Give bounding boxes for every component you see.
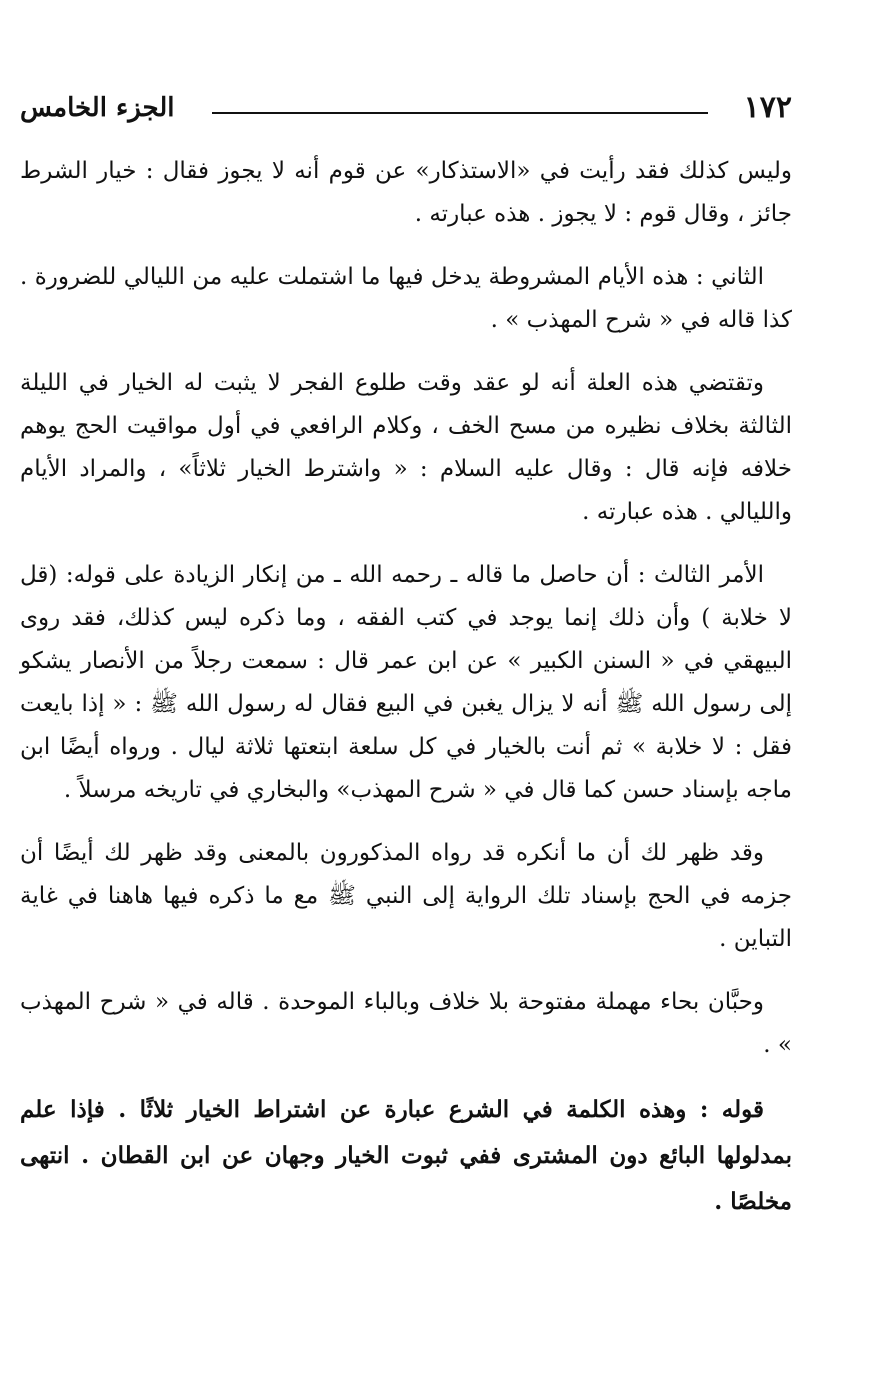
page-number: ١٧٢ [743, 90, 792, 125]
body-text [20, 150, 792, 1245]
paragraph-2: الثاني : هذه الأيام المشروطة يدخل فيها ما اشتملت عليه من الليالي للضرورة . كذا قاله في « شرح المهذب » . [20, 264, 792, 333]
paragraph-5: وقد ظهر لك أن ما أنكره قد رواه المذكورون بالمعنى وقد ظهر لك أيضًا أن جزمه في الحج بإسناد تلك الرواية إلى النبي ﷺ مع ما ذكره فيها هاهنا في غاية التباين . [20, 840, 792, 952]
paragraph-3: وتقتضي هذه العلة أنه لو عقد وقت طلوع الفجر لا يثبت له الخيار في الليلة الثالثة بخلاف نظيره من مسح الخف ، وكلام الرافعي في أول مواقيت الحج يوهم خلافه فإنه قال : وقال عليه السلام : « واشترط الخيار ثلاثاً» ، والمراد الأيام والليالي . هذه عبارته . [20, 370, 792, 525]
paragraph-7-quote: قوله : وهذه الكلمة في الشرع عبارة عن اشتراط الخيار ثلاثًا . فإذا علم بمدلولها البائع دون المشترى ففي ثبوت الخيار وجهان عن ابن القطان . انتهى مخلصًا . [20, 1096, 792, 1215]
header-rule [212, 112, 708, 114]
volume-title: الجزء الخامس [20, 93, 175, 123]
paragraph-1: وليس كذلك فقد رأيت في «الاستذكار» عن قوم أنه لا يجوز فقال : خيار الشرط جائز ، وقال قوم : لا يجوز . هذه عبارته . [20, 158, 792, 227]
running-header [20, 88, 792, 128]
paragraph-6: وحبَّان بحاء مهملة مفتوحة بلا خلاف وبالباء الموحدة . قاله في « شرح المهذب » . [20, 989, 792, 1058]
paragraph-4: الأمر الثالث : أن حاصل ما قاله ـ رحمه الله ـ من إنكار الزيادة على قوله: (قل لا خلابة ) وأن ذلك إنما يوجد في كتب الفقه ، وما ذكره ليس كذلك، فقد روى البيهقي في « السنن الكبير » عن ابن عمر قال : سمعت رجلاً من الأنصار يشكو إلى رسول الله ﷺ أنه لا يزال يغبن في البيع فقال له رسول الله ﷺ : « إذا بايعت فقل : لا خلابة » ثم أنت بالخيار في كل سلعة ابتعتها ثلاثة ليال . ورواه أيضًا ابن ماجه بإسناد حسن كما قال في « شرح المهذب» والبخاري في تاريخه مرسلاً . [20, 562, 792, 803]
